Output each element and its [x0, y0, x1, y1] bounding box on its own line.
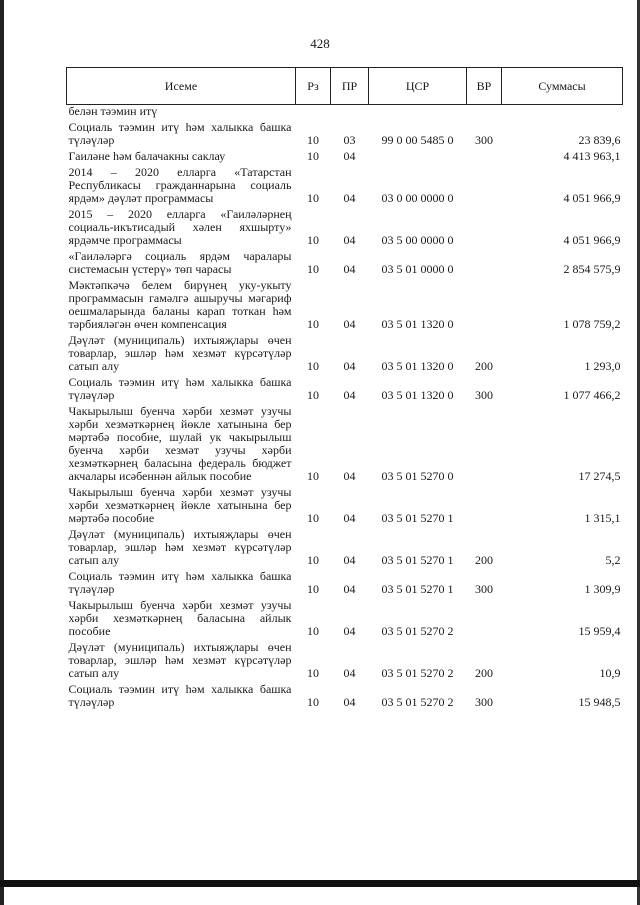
cell-sum: 2 854 575,9	[563, 262, 621, 276]
cell-csr: 03 5 01 0000 0	[381, 262, 454, 276]
cell-sum: 4 051 966,9	[563, 191, 621, 205]
cell-csr: 03 5 01 5270 1	[381, 582, 454, 596]
header-pr: ПР	[331, 68, 369, 105]
continuation-text: белән тәэмин итү	[68, 104, 158, 118]
cell-csr: 03 5 01 5270 1	[381, 553, 454, 567]
table-row	[67, 640, 623, 682]
table-row	[67, 682, 623, 711]
table-row	[67, 598, 623, 640]
cell-name: Социаль тәэмин итү һәм халыкка башка түләүләр	[68, 375, 292, 402]
cell-rz: 10	[307, 511, 319, 525]
cell-csr: 03 5 01 5270 2	[381, 695, 454, 709]
cell-vr	[467, 165, 502, 207]
cell-sum: 1 077 466,2	[563, 388, 621, 402]
cell-rz: 10	[307, 695, 319, 709]
cell-pr: 03	[343, 133, 356, 147]
cell-sum: 5,2	[605, 553, 621, 567]
cell-vr	[467, 249, 502, 278]
cell-name: Социаль тәэмин итү һәм халыкка башка түләүләр	[68, 569, 292, 596]
cell-vr	[467, 404, 502, 485]
table-row	[67, 404, 623, 485]
cell-csr: 03 5 01 1320 0	[381, 317, 454, 331]
cell-csr: 03 5 01 1320 0	[381, 359, 454, 373]
cell-name: Дәүләт (муниципаль) ихтыяҗлары өчен товарлар, эшләр һәм хезмәт күрсәтүләр сатып алу	[68, 640, 292, 680]
cell-name: Дәүләт (муниципаль) ихтыяҗлары өчен товарлар, эшләр һәм хезмәт күрсәтүләр сатып алу	[68, 527, 292, 567]
cell-rz: 10	[307, 233, 319, 247]
header-rz: Рз	[296, 68, 331, 105]
cell-name: 2015 – 2020 елларга «Гаиләләрнең социаль-икътисадый хәлен яхшырту» ярдәмче программасы	[68, 207, 292, 247]
table-row	[67, 165, 623, 207]
cell-vr	[467, 149, 502, 165]
cell-pr: 04	[343, 582, 356, 596]
cell-rz: 10	[307, 388, 319, 402]
cell-name: «Гаиләләргә социаль ярдәм чаралары системасын үстерү» төп чарасы	[68, 249, 292, 276]
cell-sum: 4 413 963,1	[563, 149, 621, 163]
cell-vr: 300	[475, 695, 493, 709]
cell-rz: 10	[307, 553, 319, 567]
cell-rz: 10	[307, 359, 319, 373]
cell-pr: 04	[343, 149, 356, 163]
cell-rz: 10	[307, 317, 319, 331]
cell-rz: 10	[307, 666, 319, 680]
cell-pr: 04	[343, 553, 356, 567]
cell-pr: 04	[343, 624, 356, 638]
cell-csr	[369, 149, 467, 165]
cell-pr: 04	[343, 262, 356, 276]
table-row	[67, 207, 623, 249]
cell-rz: 10	[307, 191, 319, 205]
cell-rz: 10	[307, 262, 319, 276]
cell-csr: 03 5 00 0000 0	[381, 233, 454, 247]
cell-csr: 03 5 01 1320 0	[381, 388, 454, 402]
cell-csr: 03 5 01 5270 2	[381, 624, 454, 638]
cell-pr: 04	[343, 317, 356, 331]
cell-name: Чакырылыш буенча хәрби хезмәт узучы хәрби хезмәткәрнең йөкле хатынына бер мәртәбә пособие, шулай ук чакырылыш буенча хәрби хезмәт узучы хәрби хезмәткәрнең баласына федераль бюджет акчалары исәбеннән айлык пособие	[68, 404, 292, 483]
cell-pr: 04	[343, 191, 356, 205]
cell-sum: 15 948,5	[578, 695, 621, 709]
cell-csr: 99 0 00 5485 0	[381, 133, 454, 147]
header-vr: ВР	[467, 68, 502, 105]
cell-sum: 1 293,0	[584, 359, 621, 373]
table-row	[67, 569, 623, 598]
cell-pr: 04	[343, 388, 356, 402]
table-row	[67, 527, 623, 569]
cell-vr: 200	[475, 359, 493, 373]
cell-name: Социаль тәэмин итү һәм халыкка башка түләүләр	[68, 682, 292, 709]
cell-csr: 03 0 00 0000 0	[381, 191, 454, 205]
cell-vr: 300	[475, 133, 493, 147]
cell-pr: 04	[343, 359, 356, 373]
cell-sum: 17 274,5	[578, 469, 621, 483]
cell-rz: 10	[307, 624, 319, 638]
cell-name: Дәүләт (муниципаль) ихтыяҗлары өчен товарлар, эшләр һәм хезмәт күрсәтүләр сатып алу	[68, 333, 292, 373]
header-sum: Суммасы	[502, 68, 623, 105]
cell-name: 2014 – 2020 елларга «Татарстан Республикасы гражданнарына социаль ярдәм» дәүләт программасы	[68, 165, 292, 205]
cell-name: Социаль тәэмин итү һәм халыкка башка түләүләр	[68, 120, 292, 147]
cell-rz: 10	[307, 582, 319, 596]
cell-name: Мәктәпкәчә белем бирүнең уку-укыту программасын гамәлгә ашыручы мәгариф оешмаларында баланы карап тоткан һәм тәрбияләгән өчен компенсация	[68, 278, 292, 331]
cell-vr: 200	[475, 666, 493, 680]
cell-name: Гаиләне һәм балачакны саклау	[68, 149, 226, 163]
cell-vr	[467, 207, 502, 249]
scan-left-edge	[0, 0, 4, 905]
cell-pr: 04	[343, 695, 356, 709]
cell-vr	[467, 598, 502, 640]
cell-sum: 1 078 759,2	[563, 317, 621, 331]
table-header-row	[67, 68, 623, 105]
cell-vr	[467, 485, 502, 527]
table-row	[67, 485, 623, 527]
cell-name: Чакырылыш буенча хәрби хезмәт узучы хәрби хезмәткәрнең баласына айлык пособие	[68, 598, 292, 638]
cell-sum: 15 959,4	[578, 624, 621, 638]
table-row	[67, 120, 623, 149]
continuation-row	[67, 105, 623, 121]
table-row	[67, 149, 623, 165]
cell-rz: 10	[307, 149, 319, 163]
cell-vr: 200	[475, 553, 493, 567]
cell-rz: 10	[307, 469, 319, 483]
cell-sum: 1 309,9	[584, 582, 621, 596]
cell-rz: 10	[307, 133, 319, 147]
cell-sum: 4 051 966,9	[563, 233, 621, 247]
cell-sum: 1 315,1	[584, 511, 621, 525]
header-name: Исеме	[67, 68, 296, 105]
cell-pr: 04	[343, 469, 356, 483]
table-body	[67, 105, 623, 712]
cell-csr: 03 5 01 5270 0	[381, 469, 454, 483]
table-row	[67, 333, 623, 375]
budget-table-grid	[66, 67, 623, 711]
table-row	[67, 278, 623, 333]
scan-bottom-edge	[0, 880, 640, 887]
page-number: 428	[310, 36, 330, 51]
cell-csr: 03 5 01 5270 1	[381, 511, 454, 525]
cell-pr: 04	[343, 233, 356, 247]
cell-name: Чакырылыш буенча хәрби хезмәт узучы хәрби хезмәткәрнең йөкле хатынына бер мәртәбә пособие	[68, 485, 292, 525]
cell-pr: 04	[343, 511, 356, 525]
budget-table	[66, 67, 622, 711]
cell-vr	[467, 278, 502, 333]
cell-csr: 03 5 01 5270 2	[381, 666, 454, 680]
cell-vr: 300	[475, 582, 493, 596]
cell-sum: 23 839,6	[578, 133, 621, 147]
cell-sum: 10,9	[599, 666, 621, 680]
table-row	[67, 249, 623, 278]
header-csr: ЦСР	[369, 68, 467, 105]
table-row	[67, 375, 623, 404]
cell-vr: 300	[475, 388, 493, 402]
cell-pr: 04	[343, 666, 356, 680]
